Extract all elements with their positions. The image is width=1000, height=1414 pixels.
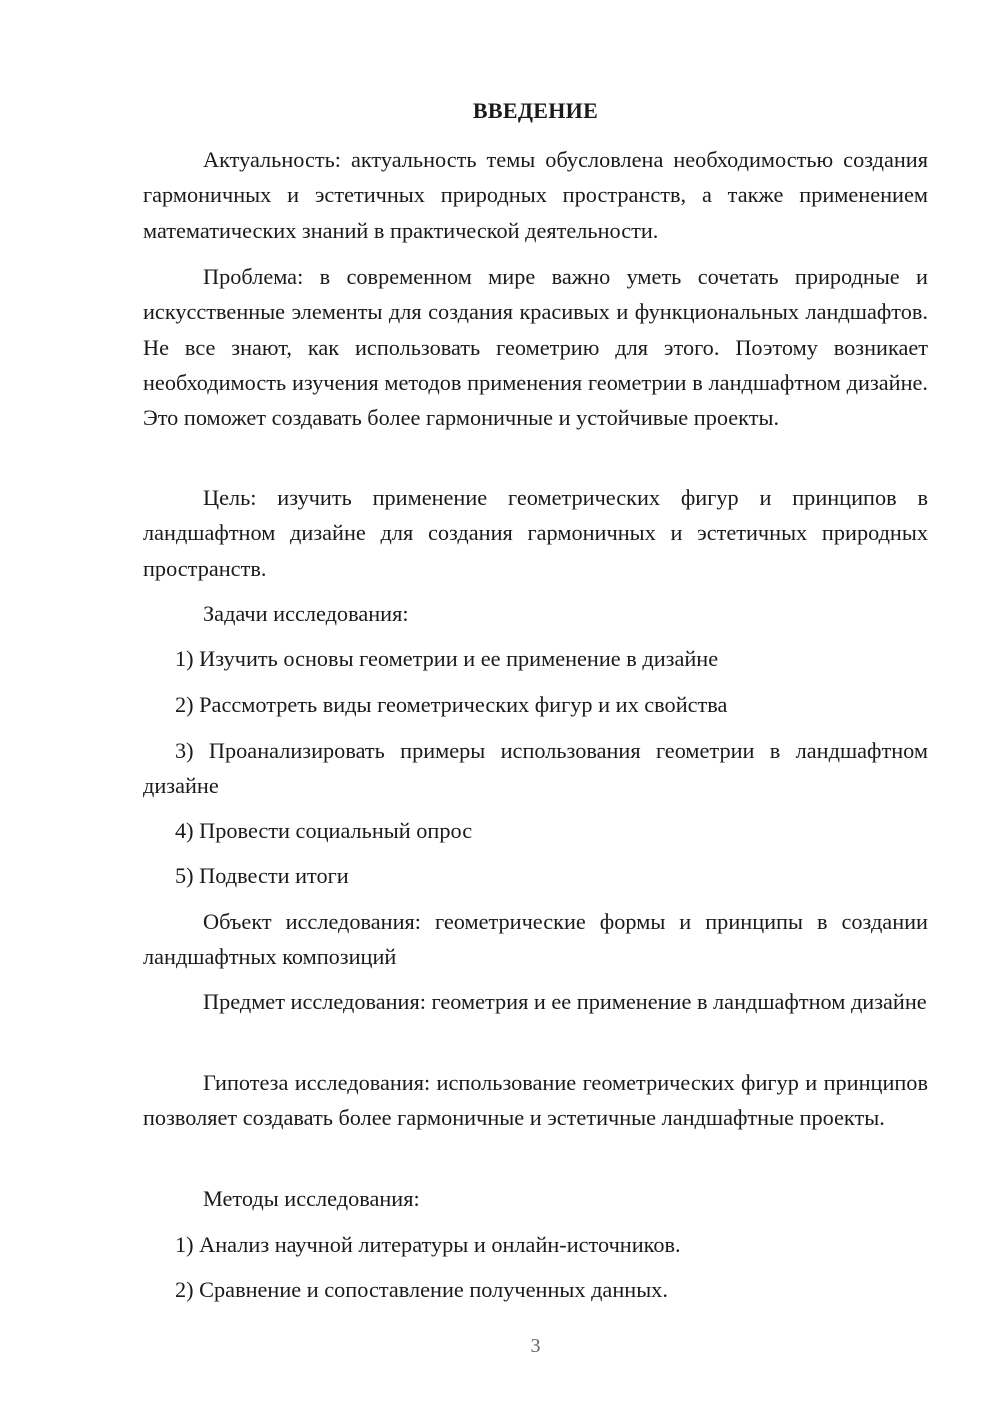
section-title: ВВЕДЕНИЕ <box>472 98 599 123</box>
relevance-paragraph: Актуальность: актуальность темы обусловлена необходимостью создания гармоничных и эстетичных природных пространств, а также применением математических знаний в практической деятельности. <box>143 147 928 243</box>
task-item-3: 3) Проанализировать примеры использования геометрии в ландшафтном дизайне <box>143 738 928 799</box>
hypothesis-paragraph: Гипотеза исследования: использование геометрических фигур и принципов позволяет создавать более гармоничные и эстетичные ландшафтные проекты. <box>143 1070 928 1131</box>
goal-paragraph: Цель: изучить применение геометрических фигур и принципов в ландшафтном дизайне для создания гармоничных и эстетичных природных пространств. <box>143 485 928 581</box>
methods-heading: Методы исследования: <box>203 1186 420 1211</box>
method-item-2: 2) Сравнение и сопоставление полученных данных. <box>175 1277 668 1302</box>
document-page <box>143 0 928 1414</box>
method-item-1: 1) Анализ научной литературы и онлайн-источников. <box>175 1232 681 1257</box>
subject-paragraph: Предмет исследования: геометрия и ее применение в ландшафтном дизайне <box>203 989 927 1014</box>
task-item-1: 1) Изучить основы геометрии и ее применение в дизайне <box>175 646 719 671</box>
object-paragraph: Объект исследования: геометрические формы и принципы в создании ландшафтных композиций <box>143 909 928 970</box>
problem-paragraph: Проблема: в современном мире важно уметь сочетать природные и искусственные элементы для создания красивых и функциональных ландшафтов. Не все знают, как использовать геометрию для этого. Поэтому возникает необходимость изучения методов применения геометрии в ландшафтном дизайне. Это поможет создавать более гармоничные и устойчивые проекты. <box>143 264 928 431</box>
page-number: 3 <box>530 1335 541 1357</box>
tasks-heading: Задачи исследования: <box>203 601 409 626</box>
task-item-5: 5) Подвести итоги <box>175 863 349 888</box>
task-item-4: 4) Провести социальный опрос <box>175 818 473 843</box>
task-item-2: 2) Рассмотреть виды геометрических фигур и их свойства <box>175 692 728 717</box>
